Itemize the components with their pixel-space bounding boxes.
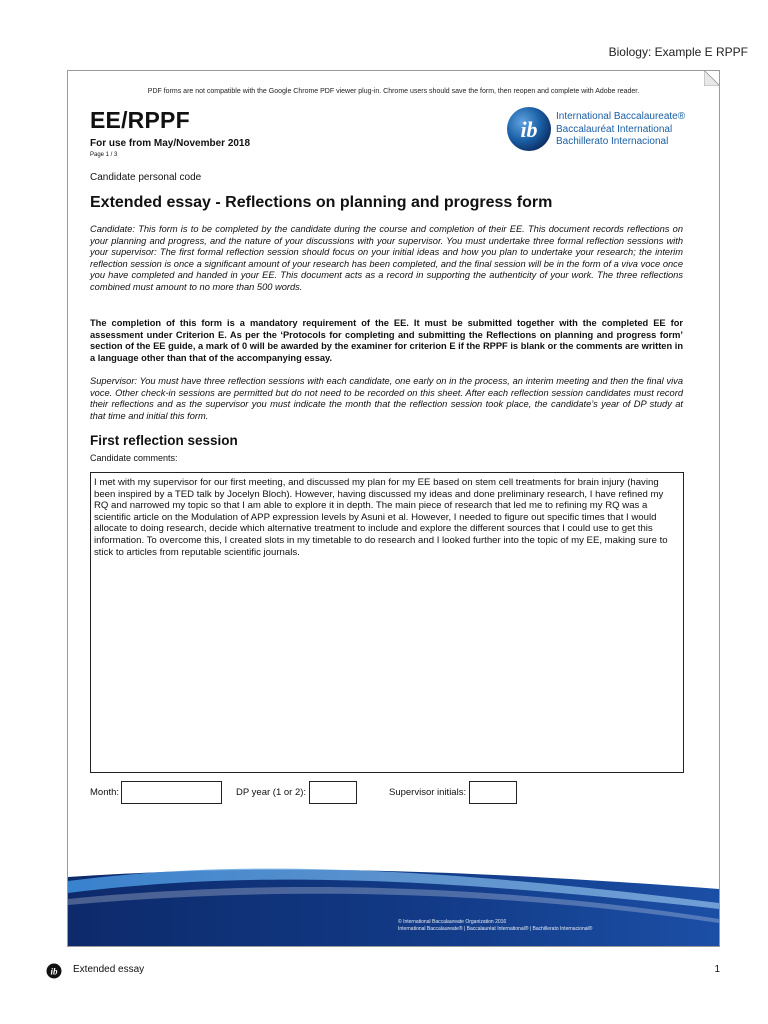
dp-year-label: DP year (1 or 2): <box>236 787 307 798</box>
candidate-code-label: Candidate personal code <box>90 172 202 183</box>
logo-line-fr: Baccalauréat International <box>556 123 673 135</box>
candidate-comments-field[interactable] <box>90 472 684 773</box>
svg-text:ib: ib <box>50 966 58 977</box>
copyright-notice <box>398 919 592 933</box>
copyright-line-2: International Baccalaureate® | Baccalauréat International® | Bachillerato Internacional® <box>398 926 593 932</box>
page-header-title: Biology: Example E RPPF <box>608 45 748 59</box>
supervisor-initials-label: Supervisor initials: <box>389 787 467 798</box>
footer-banner <box>68 859 719 946</box>
ib-globe-icon <box>506 106 552 152</box>
footer-label: Extended essay <box>73 964 145 975</box>
supervisor-instructions: Supervisor: You must have three reflection sessions with each candidate, one early on in the process, an interim meeting and then the final viva voce. Other check-in sessions are permitted but do not need to be recorded on this sheet. After each reflection session candidates must record their reflections and as the supervisor you must indicate the month that the reflection session took place, the candidate’s year of DP study at that time and initial this form. <box>90 376 683 421</box>
form-code: EE/RPPF <box>90 107 190 133</box>
month-label: Month: <box>90 787 120 798</box>
candidate-instructions: Candidate: This form is to be completed by the candidate during the course and completion of their EE. This document records reflections on your planning and progress, and the nature of your discussions with your supervisor. You must undertake three formal reflection sessions with your supervisor: The first formal reflection session should focus on your initial ideas and how you plan to undertake your research; the interim reflection session is once a significant amount of your research has been completed, and the final session will be in the form of a viva voce once you have completed and handed in your EE. This document acts as a record in supporting the authenticity of your work. The three reflections combined must amount to no more than 500 words. <box>90 224 683 292</box>
footer-page-number: 1 <box>714 964 720 975</box>
month-field[interactable] <box>121 781 222 804</box>
ib-logo <box>506 106 716 156</box>
session-heading: First reflection session <box>90 433 238 448</box>
candidate-comments-text: I met with my supervisor for our first meeting, and discussed my plan for my EE based on stem cell treatments for brain injury (having been inspired by a TED talk by Jocelyn Bloch). However, having discussed my ideas and done preliminary research, I have refined my RQ and narrowed my topic so that I am able to explore it in depth. The main piece of research that led me to refining my RQ was a scientific article on the Modulation of APP expression levels by Asuni et al. However, I needed to figure out specific times that I would allocate to doing research, decide which alternative treatment to include and explore the different sources that I could use to get this information. To overcome this, I created slots in my timetable to do research and I looked further into the topic of my EE, making sure to stick to articles from reputable scientific journals. <box>94 477 668 558</box>
dp-year-field[interactable] <box>309 781 357 804</box>
form-page-number: Page 1 / 3 <box>90 152 118 158</box>
form-title: Extended essay - Reflections on planning and progress form <box>90 194 553 211</box>
copyright-line-1: © International Baccalaureate Organization 2016 <box>398 919 507 925</box>
logo-line-es: Bachillerato Internacional <box>556 136 669 147</box>
mandatory-notice: The completion of this form is a mandatory requirement of the EE. It must be submitted together with the completed EE for assessment under Criterion E. As per the ‘Protocols for completing and submitting the Reflections on planning and progress form’ section of the EE guide, a mark of 0 will be awarded by the examiner for criterion E if the RPPF is blank or the comments are written in a language other than that of the accompanying essay. <box>90 318 683 363</box>
pdf-compatibility-notice: PDF forms are not compatible with the Google Chrome PDF viewer plug-in. Chrome users should save the form, then reopen and complete with Adobe reader. <box>147 88 640 95</box>
ib-footer-logo-icon <box>46 963 62 979</box>
logo-line-en: International Baccalaureate® <box>556 111 686 122</box>
page-fold-corner <box>704 70 720 86</box>
comments-label: Candidate comments: <box>90 453 178 463</box>
use-from-date: For use from May/November 2018 <box>90 138 251 149</box>
rppf-form-page <box>67 70 720 947</box>
supervisor-initials-field[interactable] <box>469 781 517 804</box>
svg-text:ib: ib <box>520 117 538 142</box>
